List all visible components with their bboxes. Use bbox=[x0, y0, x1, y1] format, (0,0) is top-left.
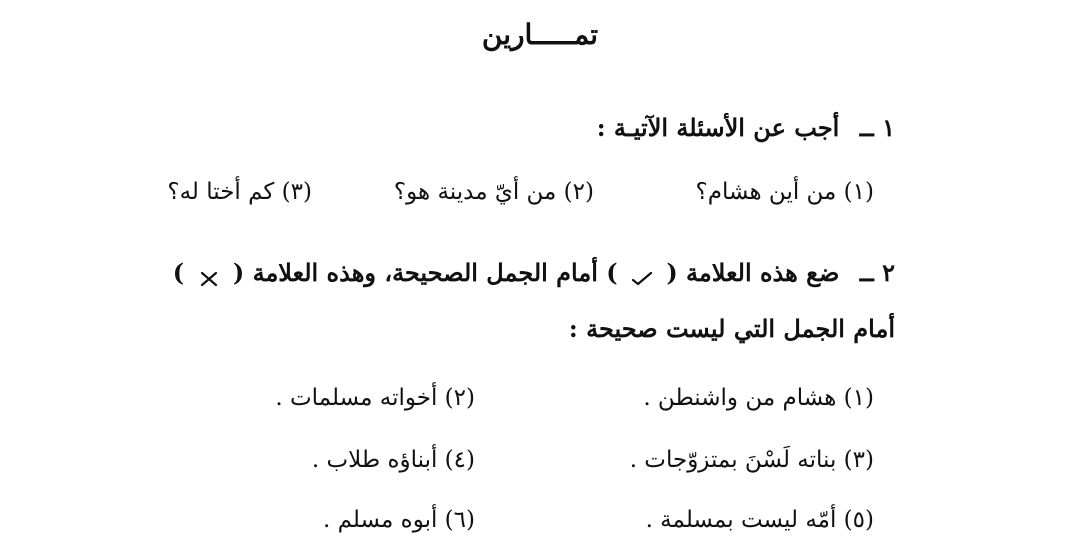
page-title: تمـــــارين bbox=[481, 18, 599, 51]
question-2-item-6: (٦) أبوه مسلم . bbox=[322, 507, 475, 533]
question-1-item-3: (٣) كم أختا له؟ bbox=[167, 179, 312, 205]
x-mark-icon bbox=[197, 266, 221, 284]
question-2-heading bbox=[173, 259, 895, 288]
question-1-number: ١ ــ bbox=[859, 113, 895, 142]
question-2-prompt bbox=[173, 259, 840, 288]
question-2-item-5: (٥) أمّه ليست بمسلمة . bbox=[645, 507, 874, 533]
checkmark-icon bbox=[630, 266, 654, 284]
question-2-item-2: (٢) أخواته مسلمات . bbox=[275, 385, 475, 411]
question-2-heading-line-2: أمام الجمل التي ليست صحيحة : bbox=[568, 314, 895, 343]
question-1-item-1: (١) من أين هشام؟ bbox=[695, 179, 874, 205]
question-2-item-4: (٤) أبناؤه طلاب . bbox=[311, 447, 475, 473]
question-1-item-2: (٢) من أيّ مدينة هو؟ bbox=[393, 179, 594, 205]
question-1-prompt: أجب عن الأسئلة الآتيـة : bbox=[596, 113, 840, 142]
question-1-heading bbox=[597, 114, 895, 143]
question-2-prompt-part-2: ) أمام الجمل الصحيحة، وهذه العلامة ( bbox=[232, 258, 618, 287]
question-2-prompt-part-1: ضع هذه العلامة ( bbox=[666, 258, 840, 287]
question-2-prompt-part-3: ) bbox=[172, 258, 185, 287]
question-2-item-1: (١) هشام من واشنطن . bbox=[643, 385, 874, 411]
question-2-number: ٢ ــ bbox=[859, 258, 895, 287]
question-2-item-3: (٣) بناته لَسْنَ بمتزوّجات . bbox=[629, 447, 874, 473]
